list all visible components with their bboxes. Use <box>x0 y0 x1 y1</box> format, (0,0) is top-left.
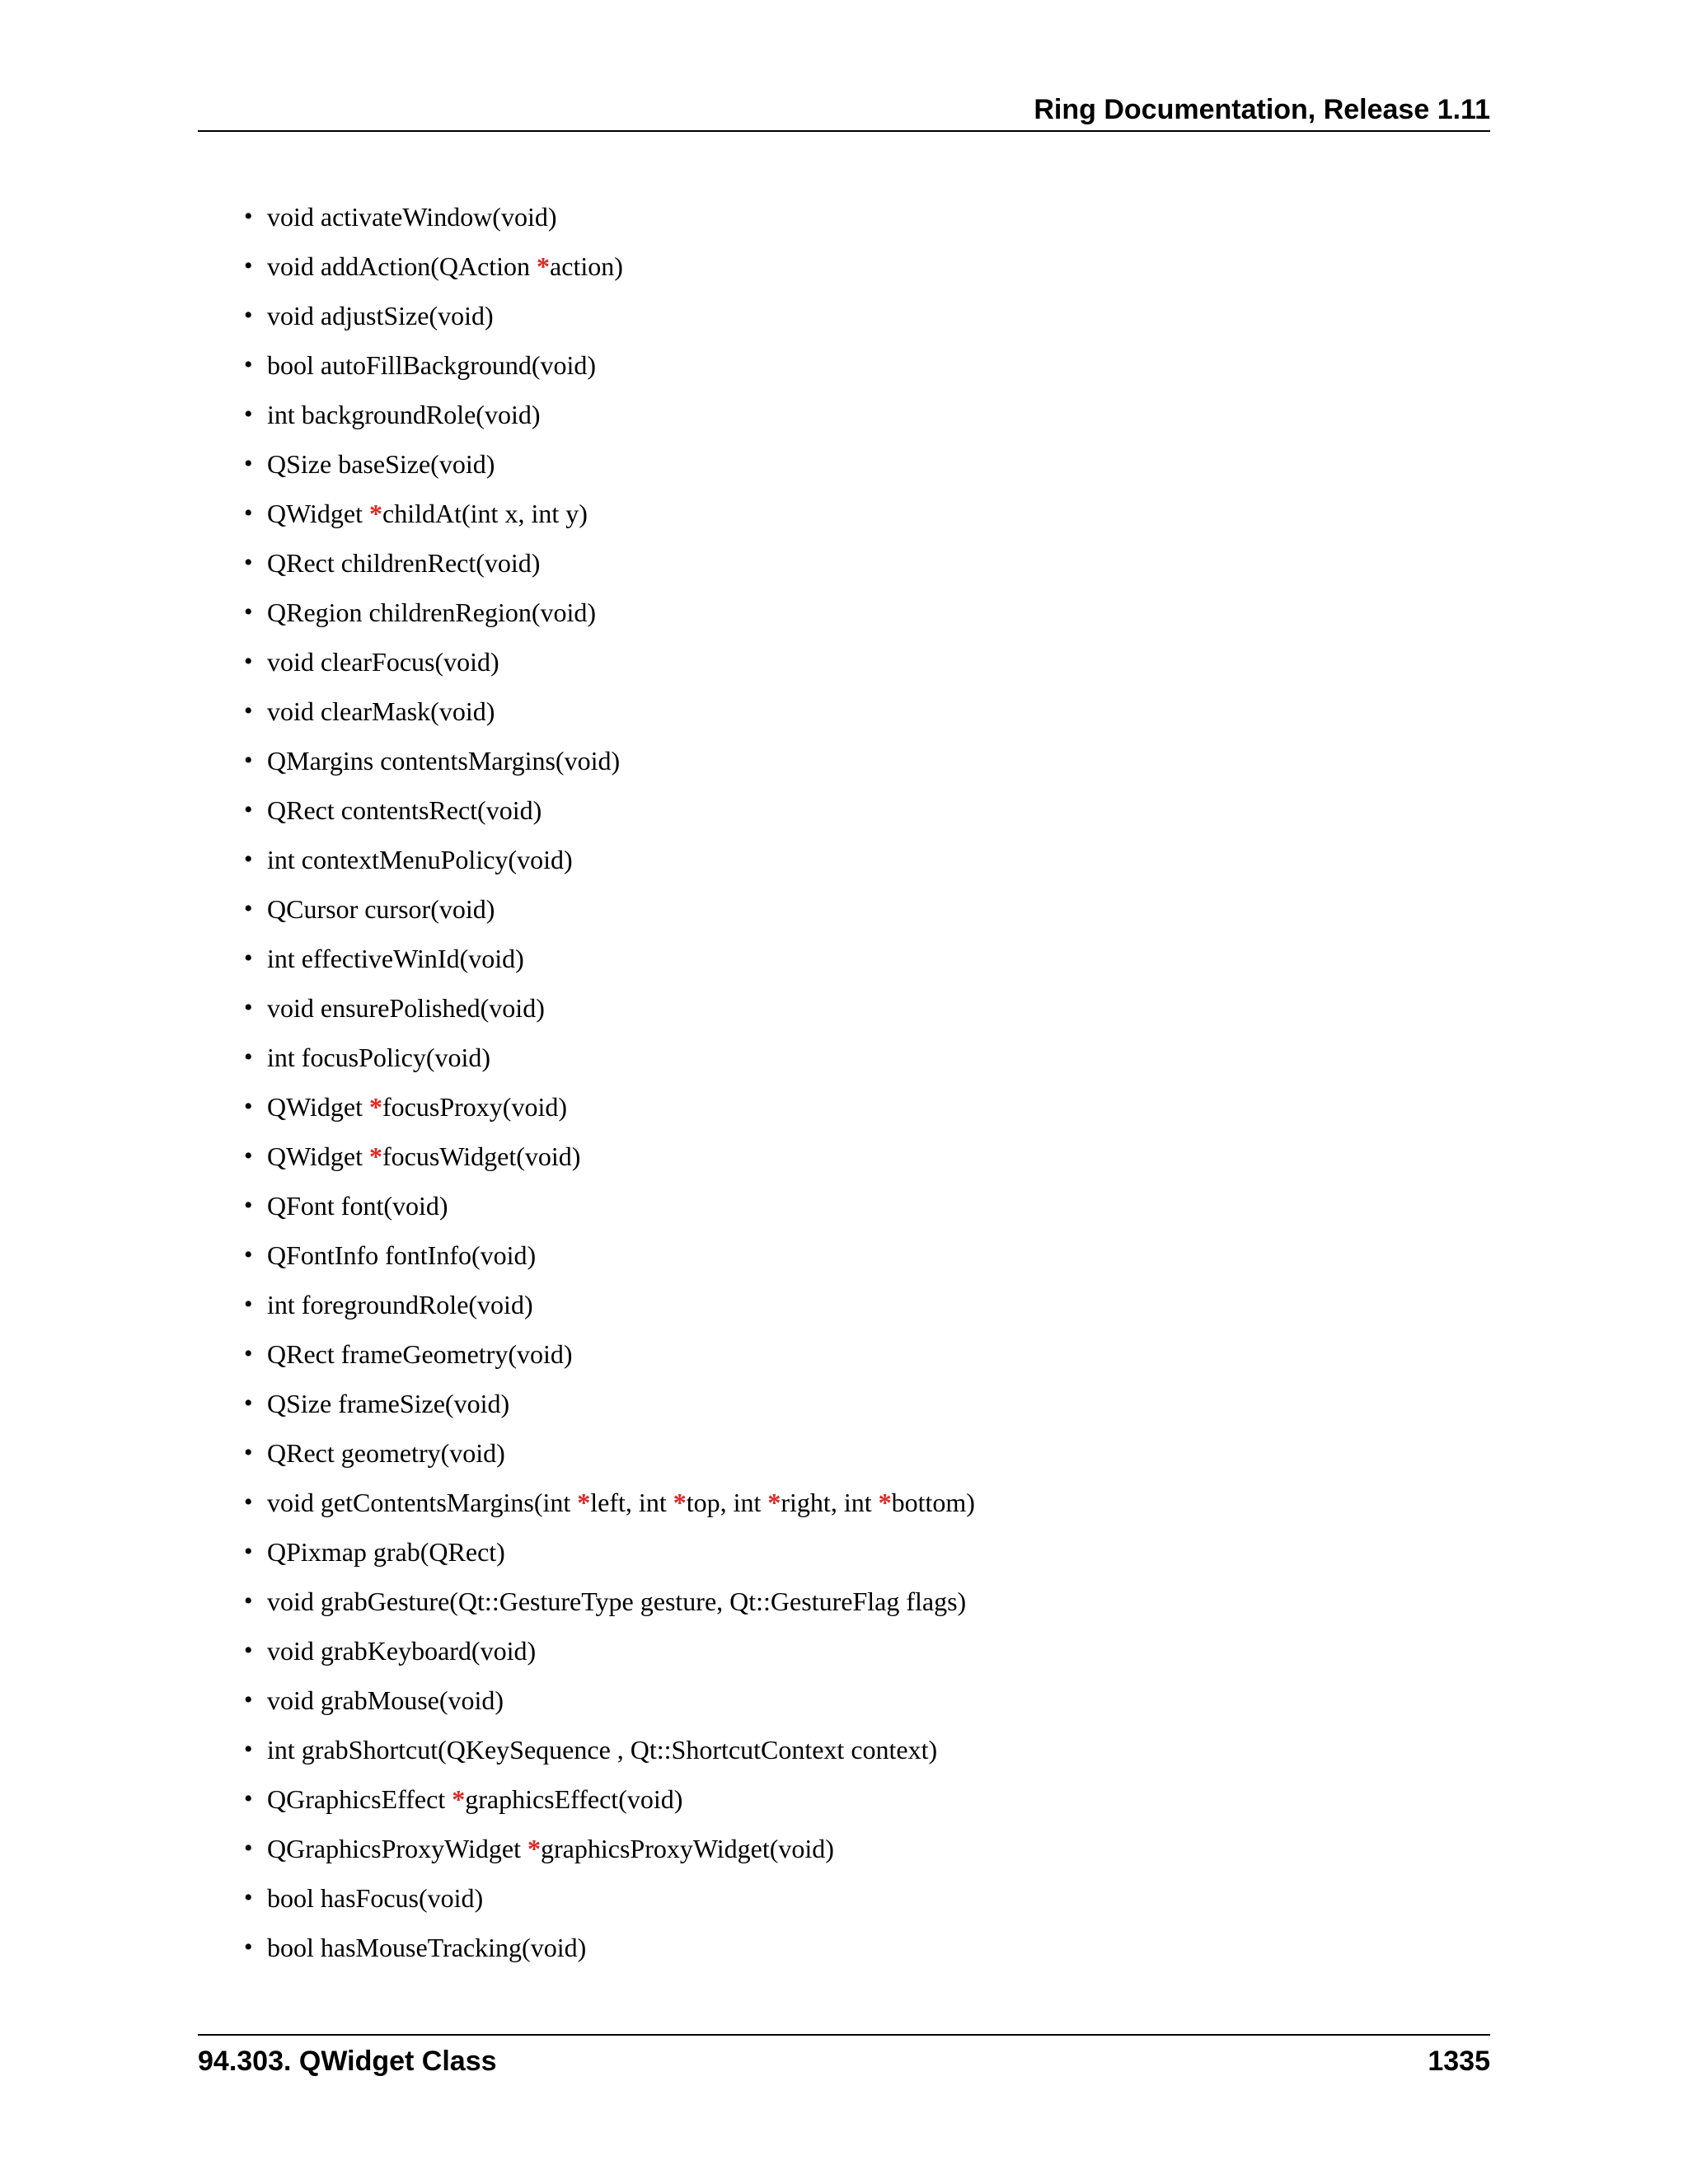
item-text: childAt(int x, int y) <box>382 499 588 528</box>
item-text: right, int <box>781 1488 879 1517</box>
list-item <box>244 489 975 538</box>
item-text: QMargins contentsMargins(void) <box>267 746 621 776</box>
list-item <box>244 241 975 291</box>
item-text: focusWidget(void) <box>382 1141 581 1171</box>
list-item <box>244 1230 975 1280</box>
item-text: graphicsProxyWidget(void) <box>540 1834 834 1863</box>
list-item <box>244 1280 975 1329</box>
item-text: int foregroundRole(void) <box>267 1290 533 1319</box>
item-text: void clearMask(void) <box>267 696 495 726</box>
list-item <box>244 390 975 439</box>
item-text: QPixmap grab(QRect) <box>267 1537 505 1567</box>
list-item <box>244 1428 975 1478</box>
list-item <box>244 736 975 785</box>
footer-section-title: 94.303. QWidget Class <box>198 2046 497 2077</box>
item-text: QFont font(void) <box>267 1191 448 1221</box>
item-text: void grabMouse(void) <box>267 1685 504 1715</box>
item-text: int grabShortcut(QKeySequence , Qt::ShortcutContext context) <box>267 1735 938 1765</box>
item-text: bool hasFocus(void) <box>267 1883 484 1913</box>
item-text: int backgroundRole(void) <box>267 400 541 429</box>
item-text: void grabGesture(Qt::GestureType gesture, Qt::GestureFlag flags) <box>267 1586 967 1616</box>
item-text: QRect contentsRect(void) <box>267 795 542 825</box>
bullet-icon: • <box>244 895 253 922</box>
item-text: bool hasMouseTracking(void) <box>267 1933 587 1962</box>
list-item <box>244 1577 975 1626</box>
bullet-icon: • <box>244 1192 253 1219</box>
item-text: int contextMenuPolicy(void) <box>267 845 573 874</box>
list-item <box>244 1379 975 1428</box>
method-list <box>244 192 975 1972</box>
bullet-icon: • <box>244 1538 253 1565</box>
pointer-asterisk: * <box>369 1141 383 1171</box>
pointer-asterisk: * <box>673 1488 687 1517</box>
list-item <box>244 1478 975 1527</box>
item-text: int focusPolicy(void) <box>267 1043 491 1072</box>
list-item <box>244 1725 975 1774</box>
list-item <box>244 1873 975 1923</box>
item-text: void getContentsMargins(int <box>267 1488 578 1517</box>
bullet-icon: • <box>244 252 253 279</box>
item-text: focusProxy(void) <box>382 1092 567 1122</box>
list-item <box>244 983 975 1033</box>
page-header <box>198 91 1490 132</box>
bullet-icon: • <box>244 648 253 675</box>
item-text: void activateWindow(void) <box>267 202 557 232</box>
bullet-icon: • <box>244 450 253 477</box>
list-item <box>244 1824 975 1873</box>
list-item <box>244 1033 975 1082</box>
list-item <box>244 1774 975 1824</box>
item-text: QGraphicsProxyWidget <box>267 1834 528 1863</box>
bullet-icon: • <box>244 1884 253 1911</box>
bullet-icon: • <box>244 1439 253 1466</box>
list-item <box>244 637 975 687</box>
item-text: QSize baseSize(void) <box>267 449 495 479</box>
pointer-asterisk: * <box>452 1784 466 1814</box>
bullet-icon: • <box>244 1291 253 1318</box>
item-text: void ensurePolished(void) <box>267 993 545 1023</box>
bullet-icon: • <box>244 1835 253 1862</box>
bullet-icon: • <box>244 203 253 230</box>
item-text: QWidget <box>267 1092 370 1122</box>
pointer-asterisk: * <box>369 1092 383 1122</box>
bullet-icon: • <box>244 994 253 1021</box>
bullet-icon: • <box>244 351 253 378</box>
list-item <box>244 785 975 835</box>
bullet-icon: • <box>244 302 253 329</box>
list-item <box>244 588 975 637</box>
bullet-icon: • <box>244 401 253 428</box>
bullet-icon: • <box>244 1785 253 1812</box>
item-text: graphicsEffect(void) <box>465 1784 683 1814</box>
bullet-icon: • <box>244 697 253 724</box>
item-text: QFontInfo fontInfo(void) <box>267 1240 537 1270</box>
bullet-icon: • <box>244 1587 253 1615</box>
bullet-icon: • <box>244 1933 253 1961</box>
list-item <box>244 340 975 390</box>
item-text: top, int <box>686 1488 768 1517</box>
bullet-icon: • <box>244 796 253 823</box>
item-text: void adjustSize(void) <box>267 301 494 330</box>
bullet-icon: • <box>244 1686 253 1713</box>
list-item <box>244 1527 975 1577</box>
list-item <box>244 934 975 983</box>
bullet-icon: • <box>244 1043 253 1071</box>
item-text: QWidget <box>267 1141 370 1171</box>
item-text: bool autoFillBackground(void) <box>267 350 597 380</box>
bullet-icon: • <box>244 1241 253 1268</box>
item-text: bottom) <box>891 1488 975 1517</box>
item-text: QRegion childrenRegion(void) <box>267 598 597 627</box>
list-item <box>244 1675 975 1725</box>
pointer-asterisk: * <box>767 1488 781 1517</box>
list-item <box>244 439 975 489</box>
list-item <box>244 687 975 736</box>
list-item <box>244 1923 975 1972</box>
list-item <box>244 538 975 588</box>
bullet-icon: • <box>244 598 253 626</box>
bullet-icon: • <box>244 846 253 873</box>
item-text: QCursor cursor(void) <box>267 894 495 924</box>
list-item <box>244 1329 975 1379</box>
bullet-icon: • <box>244 1340 253 1367</box>
item-text: QRect geometry(void) <box>267 1438 505 1468</box>
page-footer <box>198 2034 1490 2085</box>
bullet-icon: • <box>244 1637 253 1664</box>
item-text: QSize frameSize(void) <box>267 1389 510 1418</box>
page-number: 1335 <box>1428 2046 1490 2077</box>
bullet-icon: • <box>244 1142 253 1169</box>
pointer-asterisk: * <box>369 499 383 528</box>
item-text: void clearFocus(void) <box>267 647 499 677</box>
item-text: action) <box>550 251 623 281</box>
bullet-icon: • <box>244 1736 253 1763</box>
list-item <box>244 1082 975 1132</box>
item-text: left, int <box>590 1488 673 1517</box>
item-text: QRect childrenRect(void) <box>267 548 541 578</box>
pointer-asterisk: * <box>577 1488 591 1517</box>
bullet-icon: • <box>244 747 253 774</box>
item-text: QRect frameGeometry(void) <box>267 1339 573 1369</box>
header-title: Ring Documentation, Release 1.11 <box>1034 94 1490 125</box>
pointer-asterisk: * <box>527 1834 541 1863</box>
item-text: QWidget <box>267 499 370 528</box>
list-item <box>244 1181 975 1230</box>
bullet-icon: • <box>244 1390 253 1417</box>
list-item <box>244 192 975 241</box>
bullet-icon: • <box>244 944 253 972</box>
pointer-asterisk: * <box>537 251 551 281</box>
item-text: QGraphicsEffect <box>267 1784 452 1814</box>
bullet-icon: • <box>244 1488 253 1516</box>
list-item <box>244 1132 975 1181</box>
bullet-icon: • <box>244 549 253 576</box>
item-text: void grabKeyboard(void) <box>267 1636 537 1666</box>
list-item <box>244 884 975 934</box>
item-text: int effectiveWinId(void) <box>267 944 524 973</box>
list-item <box>244 291 975 340</box>
item-text: void addAction(QAction <box>267 251 537 281</box>
list-item <box>244 835 975 884</box>
bullet-icon: • <box>244 1093 253 1120</box>
bullet-icon: • <box>244 499 253 527</box>
list-item <box>244 1626 975 1675</box>
pointer-asterisk: * <box>878 1488 892 1517</box>
